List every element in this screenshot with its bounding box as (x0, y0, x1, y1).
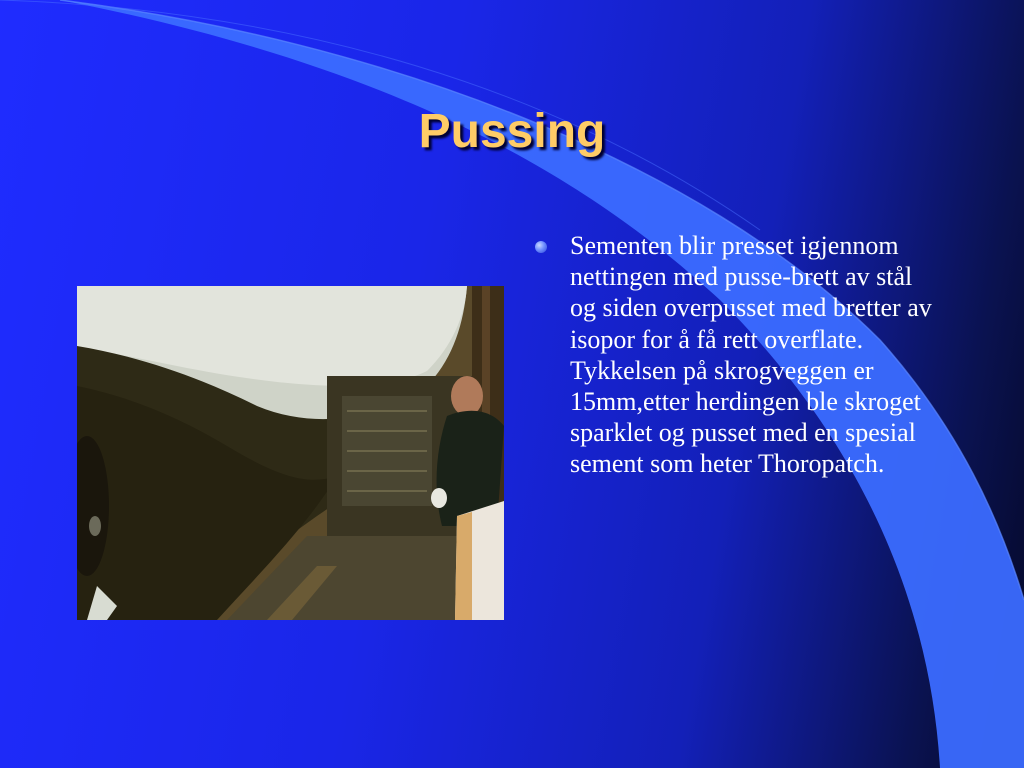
hull-plastering-photo (77, 286, 504, 620)
bullet-item (533, 230, 933, 480)
slide-title: Pussing (418, 105, 606, 158)
bullet-text: Sementen blir presset igjennom nettingen med pusse-brett av stål og siden overpusset med bretter av isopor for å få rett overflate. Tykkelsen på skrogveggen er 15mm,etter herdingen ble skroget sparklet og pusset med en spesial sement som heter Thoropatch. (570, 231, 932, 479)
bullet-list (533, 230, 933, 480)
bullet-icon (535, 241, 547, 253)
